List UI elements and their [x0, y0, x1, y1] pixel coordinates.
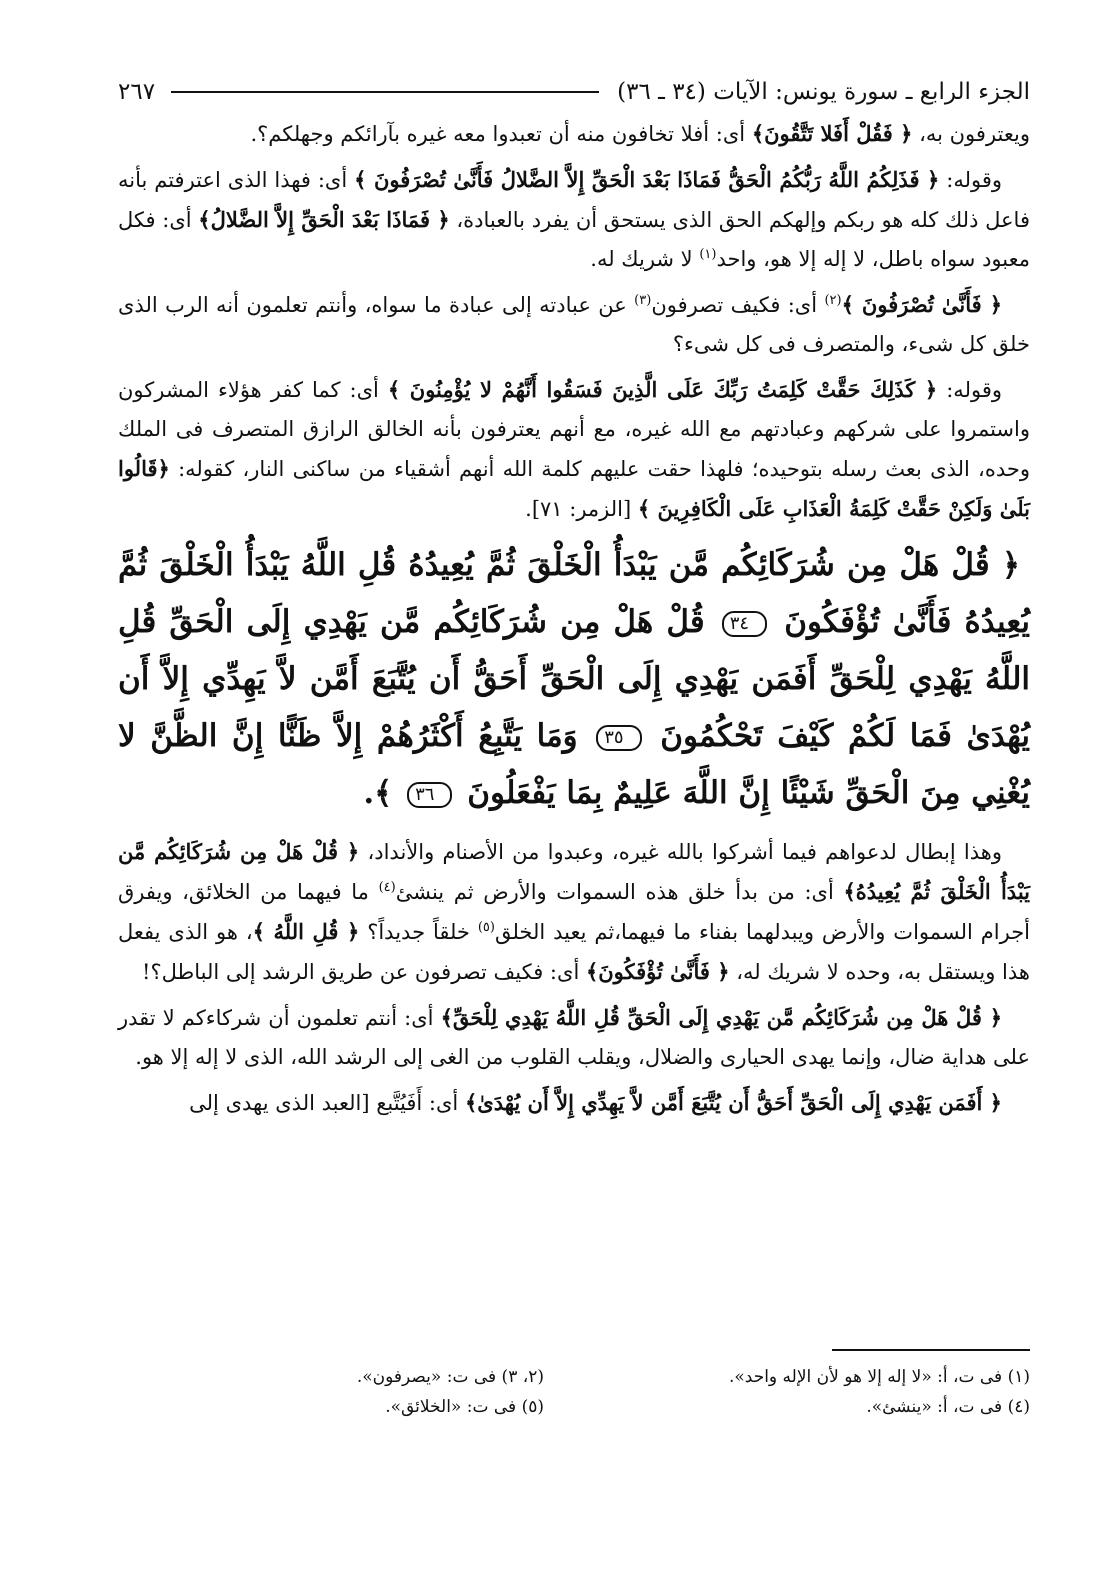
paragraph-1 [118, 114, 1030, 154]
quran-quote: ﴿ أَفَمَن يَهْدِي إِلَى الْحَقِّ أَحَقُّ أَن يُتَّبَعَ أَمَّن لاَّ يَهِدِّي إِلاَّ أَن يُهْدَىٰ﴾ [464, 1090, 1002, 1115]
text: أى: من بدأ خلق هذه السموات والأرض ثم ينشئ [395, 880, 844, 904]
footnote-5: (٥) فى ت: «الخلائق». [385, 1397, 544, 1417]
footnote-4: (٤) فى ت، أ: «ينشئ». [866, 1397, 1030, 1417]
quran-quote: ﴿ فَمَاذَا بَعْدَ الْحَقِّ إِلاَّ الضَّلالُ﴾ [198, 207, 450, 232]
footnote-ref: (١) [699, 247, 717, 262]
paragraph-5 [118, 832, 1030, 992]
text: خلقاً جديداً؟ [359, 920, 478, 944]
footnotes [118, 1362, 1030, 1422]
text: ، هو الذى يفعل هذا ويستقل به، وحده لا شريك له، [118, 920, 1030, 984]
text: وقوله: [937, 378, 1002, 402]
text: أى: فكيف تصرفون عن طريق الرشد إلى الباطل؟! [142, 960, 586, 984]
quran-quote: ﴿ قُلِ اللَّهُ ﴾ [252, 919, 360, 944]
text: لا شريك له. [590, 247, 700, 271]
paragraph-7 [118, 1083, 1030, 1123]
text: وقوله: [939, 168, 1003, 192]
quran-quote: ﴿قَالُوا بَلَىٰ وَلَكِنْ حَقَّتْ كَلِمَةُ الْعَذَابِ عَلَى الْكَافِرِينَ ﴾ [118, 456, 1030, 521]
quran-quote: ﴿ قُلْ هَلْ مِن شُرَكَائِكُم مَّن يَهْدِي إِلَى الْحَقِّ قُلِ اللَّهُ يَهْدِي لِلْحَقِّ﴾ [440, 1005, 1002, 1030]
text: أى: أفلا تخافون منه أن تعبدوا معه غيره بآرائكم وجهلكم؟. [250, 122, 752, 146]
header-title: الجزء الرابع ـ سورة يونس: الآيات (٣٤ ـ ٣٦) [617, 79, 1030, 105]
verse-36: وَمَا يَتَّبِعُ أَكْثَرُهُمْ إِلاَّ ظَنًّا إِنَّ الظَّنَّ لا يُغْنِي مِنَ الْحَقِّ شَيْئًا إِنَّ اللَّهَ عَلِيمٌ بِمَا يَفْعَلُونَ [118, 718, 1030, 811]
ayah-number-35: ٣٥ [596, 725, 641, 751]
quran-quote: ﴿ فَقُلْ أَفَلا تَتَّقُونَ﴾ [751, 121, 913, 146]
footnote-ref: (٢) [824, 293, 842, 308]
footnote-1: (١) فى ت، أ: «لا إله إلا هو لأن الإله واحد». [728, 1367, 1030, 1387]
text: أى: فهذا الذى اعترفتم بأنه فاعل ذلك كله هو ربكم وإلهكم الحق الذى يستحق أن يفرد بالعبادة، [118, 168, 1030, 232]
quran-quote: ﴿ فَأَنَّىٰ تُؤْفَكُونَ﴾ [585, 959, 730, 984]
text: أى: كما كفر هؤلاء المشركون واستمروا على شركهم وعبادتهم مع الله غيره، مع أنهم يعترفون بأنه الخالق الرازق المتصرف فى الملك وحده، الذى بعث رسله بتوحيده؛ فلهذا حقت عليهم كلمة الله أنهم أشقياء من ساكنى النار، كقوله: [118, 378, 1030, 481]
quran-quote: ﴿ قُلْ هَلْ مِن شُرَكَائِكُم مَّن يَبْدَأُ الْخَلْقَ ثُمَّ يُعِيدُهُ﴾ [118, 839, 1030, 904]
footnote-ref: (٥) [477, 920, 495, 935]
ayah-number-36: ٣٦ [407, 782, 452, 808]
text: عن عبادته إلى عبادة ما سواه، وأنتم تعلمون أنه الرب الذى خلق كل شىء، والمتصرف فى كل شىء؟ [118, 293, 1030, 356]
quran-quote: ﴿ فَذَلِكُمُ اللَّهُ رَبُّكُمُ الْحَقُّ فَمَاذَا بَعْدَ الْحَقِّ إِلاَّ الضَّلالُ فَأَنَّىٰ تُصْرَفُونَ ﴾ [354, 167, 940, 192]
paragraph-6 [118, 998, 1030, 1077]
quran-quote: ﴿ فَأَنَّىٰ تُصْرَفُونَ ﴾ [841, 292, 1003, 317]
verse-35: قُلْ هَلْ مِن شُرَكَائِكُم مَّن يَهْدِي إِلَى الْحَقِّ قُلِ اللَّهُ يَهْدِي لِلْحَقِّ أَفَمَن يَهْدِي إِلَى الْحَقِّ أَحَقُّ أَن يُتَّبَعَ أَمَّن لاَّ يَهِدِّي إِلاَّ أَن يُهْدَىٰ فَمَا لَكُمْ كَيْفَ تَحْكُمُونَ [118, 604, 1031, 754]
text: ويعترفون به، [912, 122, 1030, 146]
paragraph-2 [118, 160, 1030, 279]
header-rule [171, 91, 599, 93]
footnote-2-3: (٢، ٣) فى ت: «يصرفون». [356, 1367, 544, 1387]
verse-34: ﴿ قُلْ هَلْ مِن شُرَكَائِكُم مَّن يَبْدَأُ الْخَلْقَ ثُمَّ يُعِيدُهُ قُلِ اللَّهُ يَبْدَأُ الْخَلْقَ ثُمَّ يُعِيدُهُ فَأَنَّىٰ تُؤْفَكُونَ [118, 547, 1030, 640]
text: وهذا إبطال لدعواهم فيما أشركوا بالله غيره، وعبدوا من الأصنام والأنداد، [359, 840, 1002, 864]
verse-end: ﴾. [363, 775, 393, 811]
paragraph-3 [118, 285, 1030, 364]
quran-verses-block [118, 537, 1030, 822]
ayah-number-34: ٣٤ [722, 611, 767, 637]
text: أى: أنتم تعلمون أن شركاءكم لا تقدر على هداية ضال، وإنما يهدى الحيارى والضلال، ويقلب القلوب من الغى إلى الرشد الله، الذى لا إله إلا هو. [118, 1006, 1030, 1069]
text: أى: فكيف تصرفون [651, 293, 825, 317]
text: أى: أَفَيُتَّبع [العبد الذى يهدى إلى [189, 1091, 465, 1115]
footnote-ref: (٣) [634, 293, 652, 308]
text: ما فيهما من الخلائق، ويفرق أجرام السموات والأرض ويبدلهما بفناء ما فيهما،ثم يعيد الخلق [118, 880, 1031, 944]
page-number: ٢٦٧ [118, 79, 156, 105]
footnote-ref: (٤) [378, 880, 396, 895]
quran-quote: ﴿ كَذَلِكَ حَقَّتْ كَلِمَتُ رَبِّكَ عَلَى الَّذِينَ فَسَقُوا أَنَّهُمْ لا يُؤْمِنُونَ ﴾ [387, 377, 938, 402]
footnote-rule [832, 1349, 1030, 1351]
paragraph-4 [118, 370, 1030, 529]
page-body [118, 114, 1030, 1123]
text: [الزمر: ٧١]. [525, 497, 638, 521]
running-header [118, 72, 1030, 112]
text: أى: فكل معبود سواه باطل، لا إله إلا هو، واحد [118, 208, 1030, 271]
